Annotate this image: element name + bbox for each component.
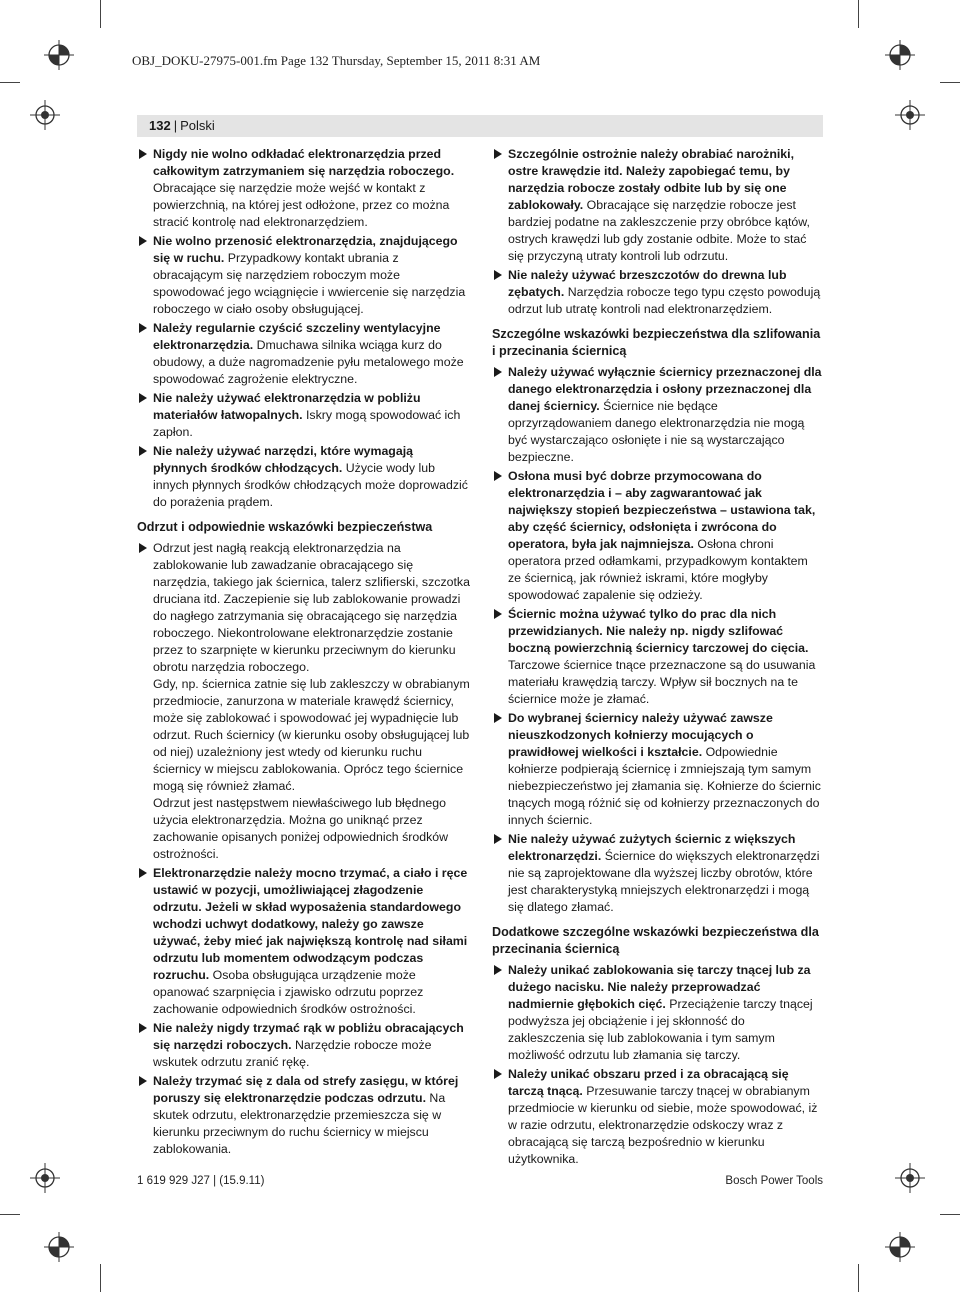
safety-item bbox=[492, 831, 823, 916]
registration-mark-icon bbox=[885, 40, 915, 70]
page-header bbox=[137, 115, 823, 137]
item-text: Narzędzie robocze może wskutek odrzutu zranić rękę. bbox=[153, 1038, 432, 1069]
page-number: 132 bbox=[149, 118, 171, 133]
paragraph: Odrzut jest nagłą reakcją elektronarzędzia na zablokowanie lub zawadzanie obracającego się narzędzia, takiego jak ściernica, talerz szlifierski, szczotka druciana itd. Zaczepienie się lub zablokowanie prowadzi do nagłego zatrzymania się obracającego się narzędzia roboczego. Niekontrolowane elektronarzędzie zostanie przez to szarpnięte w kierunku przeciwnym do kierunku obrotu narzędzia roboczego. bbox=[153, 541, 470, 674]
trim-mark bbox=[100, 1264, 101, 1292]
item-bold-text: Elektronarzędzie należy mocno trzymać, a ciało i ręce ustawić w pozycji, umożliwiającej złagodzenie odrzutu. Jeżeli w skład wyposażenia standardowego wchodzi uchwyt dodatkowy, należy go zawsze używać, żeby mieć jak największą kontrolę nad siłami odrzutu lub momentem odwodzącym podczas rozruchu. bbox=[153, 866, 468, 982]
section-heading-cutting: Dodatkowe szczególne wskazówki bezpieczeństwa dla przecinania ściernicą bbox=[492, 925, 819, 956]
bullet-triangle-icon bbox=[139, 868, 147, 878]
item-text: Osoba obsługująca urządzenie może opanować szarpnięcia i zjawisko odrzutu poprzez zachowanie odpowiednich środków ostrożności. bbox=[153, 968, 424, 1016]
bullet-triangle-icon bbox=[139, 446, 147, 456]
bullet-triangle-icon bbox=[494, 367, 502, 377]
section-heading-grinding: Szczególne wskazówki bezpieczeństwa dla szlifowania i przecinania ściernicą bbox=[492, 327, 821, 358]
footer-doc-code: 1 619 929 J27 | (15.9.11) bbox=[137, 1175, 265, 1187]
safety-item bbox=[137, 146, 470, 231]
registration-mark-icon bbox=[895, 1163, 925, 1193]
trim-mark bbox=[100, 0, 101, 28]
bullet-triangle-icon bbox=[494, 1069, 502, 1079]
item-text: Tarczowe ściernice tnące przeznaczone są do usuwania materiału krawędzią tarczy. Wpływ sił bocznych na te ściernice może je złamać. bbox=[508, 658, 816, 706]
bullet-triangle-icon bbox=[494, 270, 502, 280]
item-bold-text: Szczególnie ostrożnie należy obrabiać narożniki, ostre krawędzie itd. Należy zapobiegać temu, by narzędzia robocze zostały odbite lub by się one zablokowały. bbox=[508, 147, 795, 212]
safety-item bbox=[137, 865, 470, 1018]
footer-brand: Bosch Power Tools bbox=[725, 1175, 823, 1187]
bullet-triangle-icon bbox=[494, 609, 502, 619]
item-text: Przeciążenie tarczy tnącej podwyższa jej obciążenie i jej skłonność do zakleszczenia się lub zablokowania i tym samym możliwość odrzutu lub złamania się tarczy. bbox=[508, 997, 813, 1062]
item-text: Użycie wody lub innych płynnych środków chłodzących może doprowadzić do porażenia prądem. bbox=[153, 461, 468, 509]
bullet-triangle-icon bbox=[494, 713, 502, 723]
item-text: Ściernice nie będące oprzyrządowaniem danego elektronarzędzia nie mogą być wystarczająco osłonięte i nie są wystarczająco bezpieczne. bbox=[508, 399, 805, 464]
item-bold-text: Nie należy używać zużytych ściernic z większych elektronarzędzi. bbox=[508, 832, 796, 863]
item-text: Przypadkowy kontakt ubrania z obracającym się narzędziem roboczym może spowodować jego wciągnięcie i wwiercenie się narzędzia roboczego w ciało osoby obsługującej. bbox=[153, 251, 466, 316]
bullet-triangle-icon bbox=[494, 965, 502, 975]
item-text: Obracające się narzędzie może wejść w kontakt z powierzchnią, na której jest odłożone, przez co można stracić kontrolę nad elektronarzędziem. bbox=[153, 181, 450, 229]
safety-item bbox=[492, 468, 823, 604]
item-bold-text: Nie należy używać narzędzi, które wymagają płynnych środków chłodzących. bbox=[153, 444, 414, 475]
bullet-triangle-icon bbox=[494, 471, 502, 481]
bullet-triangle-icon bbox=[139, 1023, 147, 1033]
registration-mark-icon bbox=[44, 1232, 74, 1262]
paragraph: Gdy, np. ściernica zatnie się lub zakleszczy w obrabianym przedmiocie, zanurzona w materiale krawędź ściernicy, może się zablokować i spowodować jej wypadnięcie lub odrzut. Ruch ściernicy (w kierunku osoby obsługującej lub od niej) uzależniony jest wtedy od kierunku ruchu ściernicy w miejscu zablokowania. Oprócz tego ściernice mogą się również złamać. bbox=[153, 677, 470, 793]
item-bold-text: Nie należy używać brzeszczotów do drewna lub zębatych. bbox=[508, 268, 787, 299]
trim-mark bbox=[0, 1214, 20, 1215]
left-column bbox=[137, 146, 470, 1160]
registration-mark-icon bbox=[895, 100, 925, 130]
safety-item bbox=[492, 1066, 823, 1168]
item-bold-text: Należy unikać obszaru przed i za obracającą się tarczą tnącą. bbox=[508, 1067, 789, 1098]
bullet-triangle-icon bbox=[494, 149, 502, 159]
item-text: Dmuchawa silnika wciąga kurz do obudowy, a duże nagromadzenie pyłu metalowego może spowodować zagrożenie elektryczne. bbox=[153, 338, 464, 386]
item-text: Na skutek odrzutu, elektronarzędzie przemieszcza się w kierunku przeciwnym do ruchu ściernicy w miejscu zablokowania. bbox=[153, 1091, 446, 1156]
paragraph: Odrzut jest następstwem niewłaściwego lub błędnego użycia elektronarzędzia. Można go uniknąć przez zachowanie opisanych poniżej odpowiednich środków ostrożności. bbox=[153, 796, 449, 861]
item-text: Obracające się narzędzie robocze jest bardziej podatne na zakleszczenie przy obróbce kątów, ostrych krawędzi lub gdy zostanie odbite. Może to stać się przyczyną utraty kontroli lub odrzutu. bbox=[508, 198, 810, 263]
bullet-triangle-icon bbox=[139, 393, 147, 403]
bullet-triangle-icon bbox=[494, 834, 502, 844]
item-text: Osłona chroni operatora przed odłamkami, przypadkowym kontaktem ze ściernicą, jak również iskrami, które mogłyby spowodować zapalenie się odzieży. bbox=[508, 537, 808, 602]
item-text: Narzędzia robocze tego typu często powodują odrzut lub utratę kontroli nad elektronarzędziem. bbox=[508, 285, 821, 316]
item-bold-text: Należy regularnie czyścić szczeliny wentylacyjne elektronarzędzia. bbox=[153, 321, 441, 352]
trim-mark bbox=[858, 1264, 859, 1292]
item-text: Odpowiednie kołnierze podpierają ściernicę i zmniejszają tym samym niebezpieczeństwo jej złamania się. Kołnierze do ściernic tnących mogą różnić się od kołnierzy przeznaczonych do innych ściernic. bbox=[508, 745, 821, 827]
trim-mark bbox=[858, 0, 859, 28]
registration-mark-icon bbox=[30, 1163, 60, 1193]
item-bold-text: Należy używać wyłącznie ściernicy przeznaczonej dla danego elektronarzędzia i osłony przeznaczonej dla danej ściernicy. bbox=[508, 365, 822, 413]
registration-mark-icon bbox=[44, 40, 74, 70]
safety-item bbox=[492, 146, 823, 265]
header-language: Polski bbox=[180, 118, 215, 133]
print-slug-line: OBJ_DOKU-27975-001.fm Page 132 Thursday, September 15, 2011 8:31 AM bbox=[132, 53, 541, 68]
safety-item bbox=[492, 606, 823, 708]
item-bold-text: Nigdy nie wolno odkładać elektronarzędzia przed całkowitym zatrzymaniem się narzędzia roboczego. bbox=[153, 147, 455, 178]
item-bold-text: Ściernic można używać tylko do prac dla nich przewidzianych. Nie należy np. nigdy szlifować boczną powierzchnią ściernicy tarczowej do cięcia. bbox=[508, 607, 809, 655]
safety-item bbox=[137, 1073, 470, 1158]
item-bold-text: Należy trzymać się z dala od strefy zasięgu, w której poruszy się elektronarzędzie podczas odrzutu. bbox=[153, 1074, 459, 1105]
trim-mark bbox=[0, 82, 20, 83]
header-separator: | bbox=[173, 118, 178, 133]
item-bold-text: Nie wolno przenosić elektronarzędzia, znajdującego się w ruchu. bbox=[153, 234, 458, 265]
item-text: Przesuwanie tarczy tnącej w obrabianym przedmiocie w kierunku od siebie, może spowodować, iż w razie odrzutu, elektronarzędzie odskoczy wraz z obracającą się tarczą bezpośrednio w kierunku użytkownika. bbox=[508, 1084, 818, 1166]
item-bold-text: Należy unikać zablokowania się tarczy tnącej lub za dużego nacisku. Nie należy przeprowadzać nadmiernie głębokich cięć. bbox=[508, 963, 811, 1011]
item-bold-text: Osłona musi być dobrze przymocowana do elektronarzędzia i – aby zagwarantować jak największy stopień bezpieczeństwa – ustawiona tak, aby część ściernicy, odsłonięta i zwrócona do operatora, była jak najmniejsza. bbox=[508, 469, 816, 551]
item-bold-text: Nie należy używać elektronarzędzia w pobliżu materiałów łatwopalnych. bbox=[153, 391, 421, 422]
trim-mark bbox=[940, 1214, 960, 1215]
item-bold-text: Nie należy nigdy trzymać rąk w pobliżu obracających się narzędzi roboczych. bbox=[153, 1021, 464, 1052]
safety-item bbox=[137, 233, 470, 318]
bullet-triangle-icon bbox=[139, 236, 147, 246]
item-bold-text: Do wybranej ściernicy należy używać zawsze nieuszkodzonych kołnierzy mocujących o prawidłowej wielkości i kształcie. bbox=[508, 711, 773, 759]
safety-item bbox=[492, 710, 823, 829]
bullet-triangle-icon bbox=[139, 323, 147, 333]
bullet-triangle-icon bbox=[139, 1076, 147, 1086]
safety-item bbox=[492, 267, 823, 318]
bullet-triangle-icon bbox=[139, 149, 147, 159]
registration-mark-icon bbox=[885, 1232, 915, 1262]
item-text: Iskry mogą spowodować ich zapłon. bbox=[153, 408, 461, 439]
safety-item bbox=[137, 320, 470, 388]
right-column bbox=[492, 146, 823, 1170]
safety-item bbox=[137, 1020, 470, 1071]
bullet-triangle-icon bbox=[139, 543, 147, 553]
registration-mark-icon bbox=[30, 100, 60, 130]
item-text: Ściernice do większych elektronarzędzi nie są zaprojektowane dla wyższej liczby obrotów, które jest charakterystyką mniejszych elektronarzędzi i mogą się dlatego złamać. bbox=[508, 849, 820, 914]
safety-item bbox=[137, 390, 470, 441]
safety-item bbox=[492, 364, 823, 466]
trim-mark bbox=[940, 82, 960, 83]
kickback-description bbox=[137, 540, 470, 863]
safety-item bbox=[492, 962, 823, 1064]
safety-item bbox=[137, 443, 470, 511]
section-heading-kickback: Odrzut i odpowiednie wskazówki bezpieczeństwa bbox=[137, 520, 433, 534]
